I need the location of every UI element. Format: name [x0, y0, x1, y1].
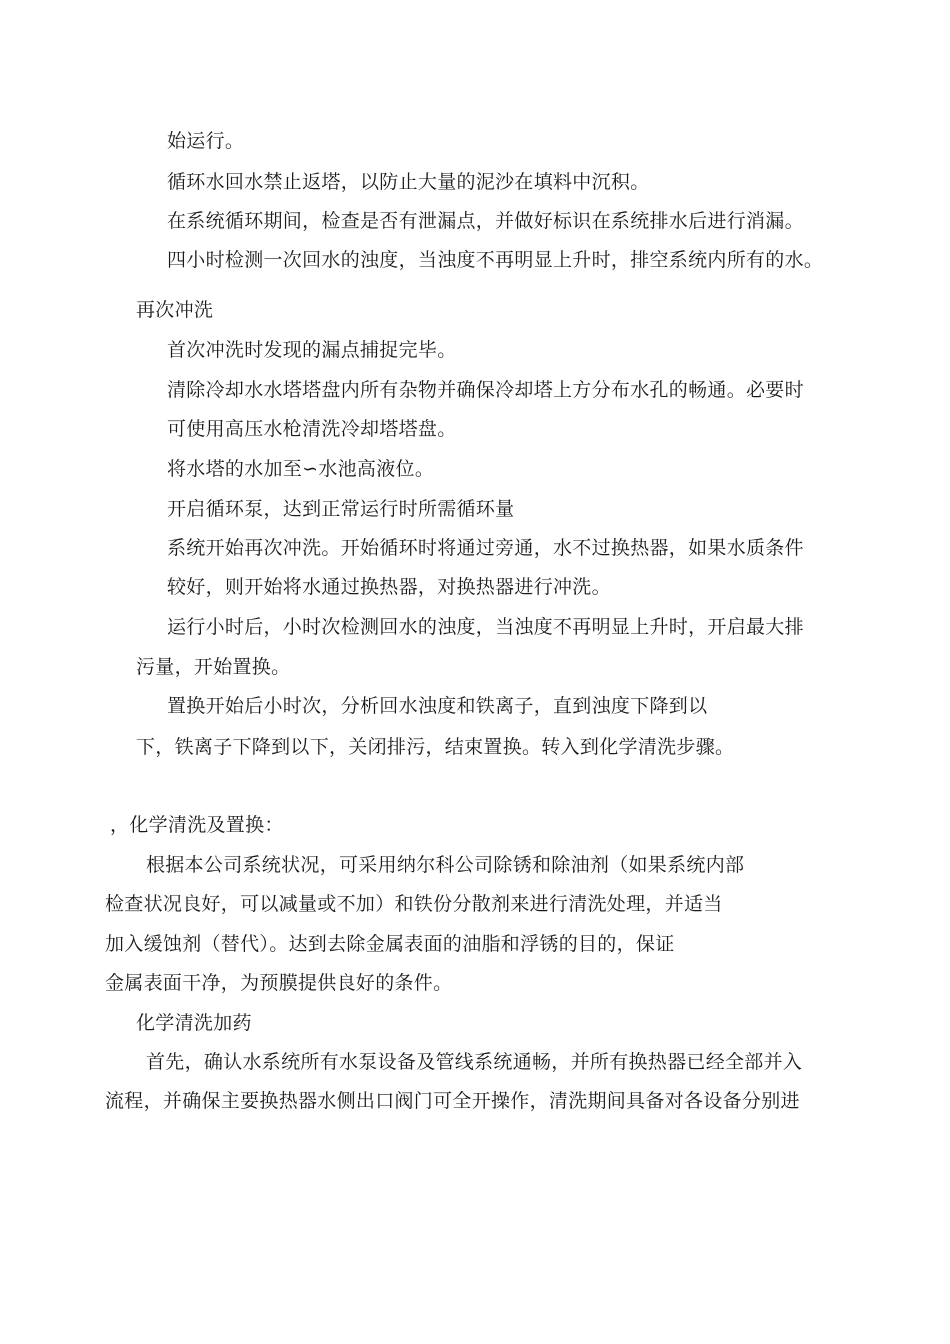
text-line: 污量，开始置换。	[136, 656, 291, 678]
text-line: 下，铁离子下降到以下，关闭排污，结束置换。转入到化学清洗步骤。	[136, 736, 735, 758]
text-line: 在系统循环期间，检查是否有泄漏点，并做好标识在系统排水后进行消漏。	[167, 210, 804, 232]
section-heading: 化学清洗加药	[136, 1012, 252, 1034]
text-line: 运行小时后，小时次检测回水的浊度，当浊度不再明显上升时，开启最大排	[167, 616, 804, 638]
text-line: 流程，并确保主要换热器水侧出口阀门可全开操作，清洗期间具备对各设备分别进	[105, 1090, 800, 1112]
text-line: 置换开始后小时次，分析回水浊度和铁离子，直到浊度下降到以	[167, 695, 708, 717]
text-line: 系统开始再次冲洗。开始循环时将通过旁通，水不过换热器，如果水质条件	[167, 537, 804, 559]
section-heading: 再次冲洗	[136, 299, 214, 321]
text-line: 四小时检测一次回水的浊度，当浊度不再明显上升时，排空系统内所有的水。	[167, 249, 824, 271]
text-line: 加入缓蚀剂（替代）。达到去除金属表面的油脂和浮锈的目的，保证	[105, 933, 675, 955]
text-line: 清除冷却水水塔塔盘内所有杂物并确保冷却塔上方分布水孔的畅通。必要时	[167, 379, 804, 401]
text-line: 可使用高压水枪清洗冷却塔塔盘。	[167, 418, 457, 440]
text-line: 首次冲洗时发现的漏点捕捉完毕。	[167, 339, 457, 361]
text-line: 金属表面干净，为预膜提供良好的条件。	[105, 972, 453, 994]
text-line: 首先，确认水系统所有水泵设备及管线系统通畅，并所有换热器已经全部并入	[146, 1051, 803, 1073]
text-line: 循环水回水禁止返塔，以防止大量的泥沙在填料中沉积。	[167, 171, 650, 193]
text-line: 将水塔的水加至∽水池高液位。	[167, 458, 435, 480]
text-line: 较好，则开始将水通过换热器，对换热器进行冲洗。	[167, 576, 611, 598]
text-line: 开启循环泵，达到正常运行时所需循环量	[167, 498, 515, 520]
text-line: 检查状况良好，可以减量或不加）和铁份分散剂来进行清洗处理，并适当	[105, 893, 723, 915]
text-line: 根据本公司系统状况，可采用纳尔科公司除锈和除油剂（如果系统内部	[146, 854, 745, 876]
text-line: 始运行。	[167, 130, 245, 152]
section-heading: ，化学清洗及置换：	[110, 814, 284, 836]
